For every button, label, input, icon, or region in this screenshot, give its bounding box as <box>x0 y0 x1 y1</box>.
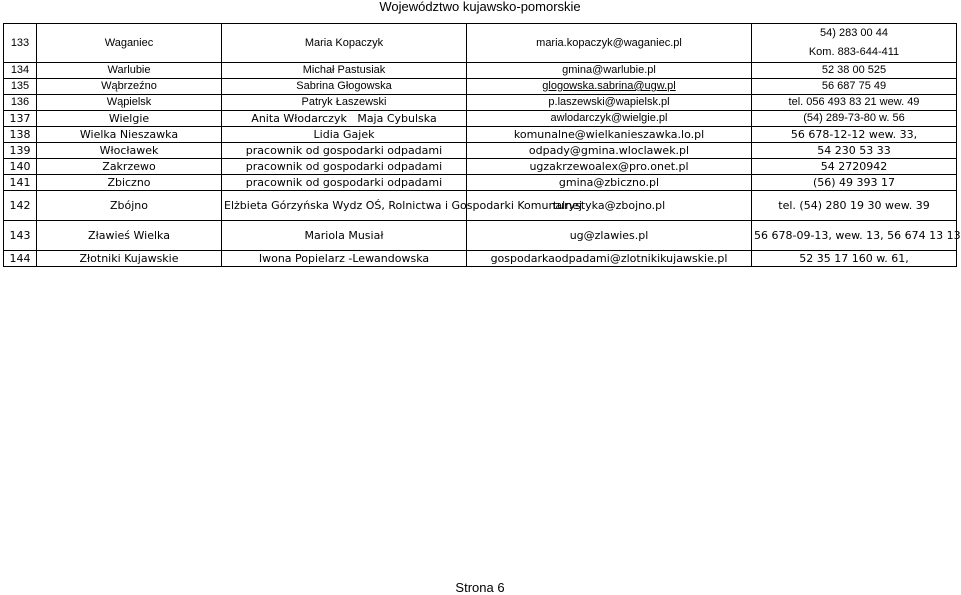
contact-person-cell: Patryk Łaszewski <box>222 95 467 111</box>
row-number: 142 <box>4 191 37 221</box>
page-number: Strona 6 <box>455 580 505 595</box>
municipality-cell: Zbiczno <box>37 175 222 191</box>
phone-cell <box>752 24 957 63</box>
row-number: 134 <box>4 63 37 79</box>
row-number: 140 <box>4 159 37 175</box>
municipality-cell: Waganiec <box>37 24 222 63</box>
phone-cell: 56 678-09-13, wew. 13, 56 674 13 13 <box>752 221 957 251</box>
table-row <box>4 127 957 143</box>
row-number: 133 <box>4 24 37 63</box>
table-row <box>4 159 957 175</box>
email-cell <box>467 127 752 143</box>
municipality-cell: Zakrzewo <box>37 159 222 175</box>
email-link[interactable]: awlodarczyk@wielgie.pl <box>550 112 668 124</box>
email-link[interactable]: gmina@zbiczno.pl <box>558 176 660 189</box>
municipality-cell: Warlubie <box>37 63 222 79</box>
page-header: Województwo kujawsko-pomorskie <box>379 0 581 14</box>
municipality-cell: Włocławek <box>37 143 222 159</box>
email-link[interactable]: glogowska.sabrina@ugw.pl <box>542 80 676 92</box>
mobile-line: Kom. 883-644-411 <box>808 46 900 58</box>
email-link[interactable]: ugzakrzewoalex@pro.onet.pl <box>529 160 689 173</box>
email-cell <box>467 63 752 79</box>
row-number: 141 <box>4 175 37 191</box>
contact-person-cell: pracownik od gospodarki odpadami <box>222 159 467 175</box>
contacts-table <box>3 23 961 267</box>
municipality-cell: Wąbrzeźno <box>37 79 222 95</box>
table-row <box>4 191 957 221</box>
table-row <box>4 143 957 159</box>
row-number: 135 <box>4 79 37 95</box>
contact-person-cell: Anita Włodarczyk Maja Cybulska <box>222 111 467 127</box>
row-number: 144 <box>4 251 37 267</box>
table-row <box>4 24 957 63</box>
table-row <box>4 79 957 95</box>
contact-person-cell: pracownik od gospodarki odpadami <box>222 143 467 159</box>
row-number: 136 <box>4 95 37 111</box>
email-link[interactable]: maria.kopaczyk@waganiec.pl <box>536 36 682 49</box>
email-cell <box>467 143 752 159</box>
email-cell <box>467 175 752 191</box>
contact-person-cell: Iwona Popielarz -Lewandowska <box>222 251 467 267</box>
row-number: 137 <box>4 111 37 127</box>
email-link[interactable]: ug@zlawies.pl <box>569 229 649 242</box>
email-cell <box>467 221 752 251</box>
email-cell <box>467 111 752 127</box>
phone-cell: tel. 056 493 83 21 wew. 49 <box>752 95 957 111</box>
municipality-cell: Wielka Nieszawka <box>37 127 222 143</box>
contact-person-cell: Maria Kopaczyk <box>222 24 467 63</box>
phone-cell: 56 678-12-12 wew. 33, <box>752 127 957 143</box>
table-row <box>4 95 957 111</box>
table-row <box>4 111 957 127</box>
row-number: 143 <box>4 221 37 251</box>
email-cell <box>467 79 752 95</box>
phone-cell: 54 2720942 <box>752 159 957 175</box>
municipality-cell: Wielgie <box>37 111 222 127</box>
email-link[interactable]: komunalne@wielkanieszawka.lo.pl <box>513 128 705 141</box>
table-row <box>4 221 957 251</box>
municipality-cell: Zbójno <box>37 191 222 221</box>
email-link[interactable]: gospodarkaodpadami@zlotnikikujawskie.pl <box>490 252 728 265</box>
phone-line: 54) 283 00 44 <box>820 27 888 39</box>
email-cell <box>467 159 752 175</box>
phone-cell: 52 35 17 160 w. 61, <box>752 251 957 267</box>
email-link[interactable]: turystyka@zbojno.pl <box>552 199 666 212</box>
email-link[interactable]: gmina@warlubie.pl <box>562 64 656 76</box>
phone-cell: (56) 49 393 17 <box>752 175 957 191</box>
municipality-cell: Wąpielsk <box>37 95 222 111</box>
contact-person-cell: Lidia Gajek <box>222 127 467 143</box>
phone-cell: 54 230 53 33 <box>752 143 957 159</box>
phone-cell: (54) 289-73-80 w. 56 <box>752 111 957 127</box>
email-link[interactable]: p.laszewski@wapielsk.pl <box>548 96 670 108</box>
phone-cell: 56 687 75 49 <box>752 79 957 95</box>
contact-person-cell: Mariola Musiał <box>222 221 467 251</box>
email-cell <box>467 24 752 63</box>
email-cell <box>467 251 752 267</box>
row-number: 139 <box>4 143 37 159</box>
phone-cell: 52 38 00 525 <box>752 63 957 79</box>
contact-person-cell: Elżbieta Górzyńska Wydz OŚ, Rolnictwa i Gospodarki Komunalnej <box>222 191 467 221</box>
municipality-cell: Złotniki Kujawskie <box>37 251 222 267</box>
contact-person-cell: Michał Pastusiak <box>222 63 467 79</box>
email-link[interactable]: odpady@gmina.wloclawek.pl <box>528 144 690 157</box>
row-number: 138 <box>4 127 37 143</box>
municipality-cell: Zławieś Wielka <box>37 221 222 251</box>
email-cell <box>467 95 752 111</box>
phone-cell: tel. (54) 280 19 30 wew. 39 <box>752 191 957 221</box>
table-row <box>4 63 957 79</box>
table-row <box>4 175 957 191</box>
contact-person-cell: pracownik od gospodarki odpadami <box>222 175 467 191</box>
table-row <box>4 251 957 267</box>
contact-person-cell: Sabrina Głogowska <box>222 79 467 95</box>
